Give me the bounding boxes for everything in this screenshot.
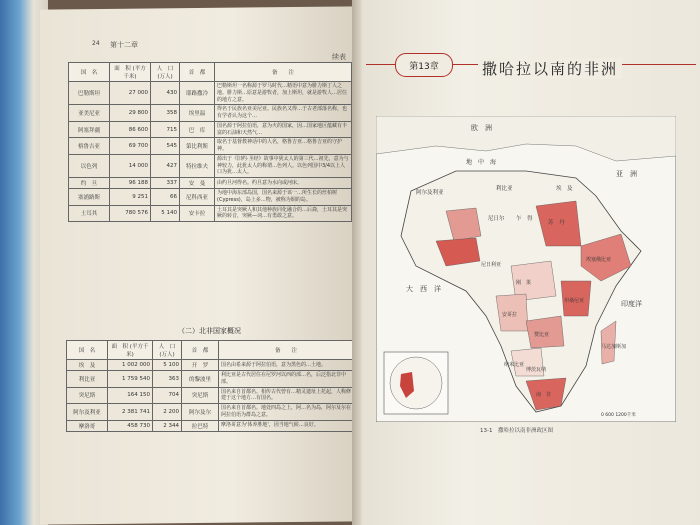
cell-population: 66 (151, 189, 180, 206)
map-scale: 0 600 1200千米 (601, 413, 636, 418)
col-header-area: 面 积 (平方千米) (108, 341, 153, 360)
map-label-ethiopia: 埃塞俄比亚 (586, 257, 612, 263)
table-row (69, 154, 352, 177)
cell-name: 约 旦 (69, 178, 110, 189)
cell-notes: 国名来自首都名。地处四岛之上，阿…名为岛，阿尔及尔在阿拉伯语为群岛之意。 (219, 404, 354, 421)
table-row (67, 387, 354, 404)
table-row (69, 189, 352, 206)
map-label-namibia: 纳米比亚 (504, 362, 525, 368)
cell-capital: 安 曼 (180, 178, 215, 189)
table-row (67, 404, 354, 421)
country-table-2 (66, 340, 354, 432)
cell-population: 427 (151, 154, 180, 177)
cell-notes: 国名源于阿拉伯语，意为火的国家，因…国家地区蕴藏有丰富的石油和天然气… (215, 121, 352, 138)
table-row (67, 371, 354, 388)
section-title-north-africa: （二）北非国家概况 (178, 327, 241, 335)
cell-notes: 源出于《旧约·圣经》故事中犹太人的第三代…祖先，意为与神较力，此犹太人的称谓…色列人。以色列国中3/4以上人口为犹…太人。 (215, 154, 352, 177)
col-header-capital: 首 都 (180, 63, 215, 82)
map-label-egypt: 埃 及 (556, 186, 573, 192)
cell-population: 5 100 (153, 360, 182, 371)
map-label-algeria: 阿尔及利亚 (416, 190, 444, 196)
cell-notes: 为地中海东部岛国，国名来源于该一…所生长的丝柏树(Cypress)，岛上多…物，被称为铜的岛。 (215, 189, 352, 206)
cell-population: 337 (151, 178, 180, 189)
cell-area: 164 150 (108, 387, 153, 404)
table-row (67, 420, 354, 431)
table-row (69, 138, 352, 155)
col-header-area: 面 积 (平方千米) (110, 63, 151, 82)
continued-label: 续表 (332, 53, 346, 61)
cell-name: 土耳其 (69, 205, 110, 222)
cell-name: 以色列 (69, 154, 110, 177)
table-row (67, 360, 354, 371)
cell-capital: 开 罗 (182, 360, 219, 371)
cell-name: 格鲁吉亚 (69, 138, 110, 155)
cell-capital: 突尼斯 (182, 387, 219, 404)
cell-population: 545 (151, 138, 180, 155)
map-label-mediterranean: 地 中 海 (466, 159, 497, 166)
chapter-header: 第十二章 (110, 41, 138, 49)
cell-population: 715 (151, 121, 180, 138)
map-label-asia: 亚 洲 (616, 170, 637, 178)
map-label-nigeria: 尼日利亚 (481, 262, 502, 268)
col-header-name: 国 名 (67, 341, 108, 360)
cell-notes: 由约旦河得名。约旦意为水向或河床。 (215, 178, 352, 189)
map-caption: 13-1 撒哈拉以南非洲政区图 (480, 428, 553, 434)
cell-area: 1 002 000 (108, 360, 153, 371)
cell-population: 2 200 (153, 404, 182, 421)
table-header-row (69, 63, 352, 82)
col-header-capital: 首 都 (182, 341, 219, 360)
col-header-name: 国 名 (69, 63, 110, 82)
cell-name: 利比亚 (67, 371, 108, 388)
africa-political-map (376, 116, 676, 422)
cell-notes: 摩洛哥意为'体养胜地'，因当地气候…良好。 (219, 420, 354, 431)
cell-notes: 土耳其是突厥人和其他种族同化融合的…后裔，土耳其是突厥的转音，突厥—词…有勇敢之意。 (215, 205, 352, 222)
map-label-south-africa: 南 非 (536, 392, 552, 398)
chapter-label: 第13章 (395, 53, 453, 77)
map-label-chad: 乍 得 (516, 216, 533, 222)
table-row (69, 121, 352, 138)
cell-area: 9 251 (110, 189, 151, 206)
table-row (69, 105, 352, 122)
cell-population: 358 (151, 105, 180, 122)
page-number: 24 (92, 40, 100, 47)
cell-population: 363 (153, 371, 182, 388)
cell-name: 塞浦路斯 (69, 189, 110, 206)
cell-area: 69 700 (110, 138, 151, 155)
cell-capital: 第比利斯 (180, 138, 215, 155)
cell-name: 巴勒斯坦 (69, 82, 110, 105)
map-label-congo: 刚 果 (516, 280, 532, 286)
col-header-notes: 备 注 (219, 341, 354, 360)
col-header-population: 人 口 (万人) (153, 341, 182, 360)
cell-area: 86 600 (110, 121, 151, 138)
cell-notes: 国名由希来源于阿拉伯语，意为黑色的…土地。 (219, 360, 354, 371)
col-header-population: 人 口 (万人) (151, 63, 180, 82)
map-label-botswana: 博茨瓦纳 (526, 367, 547, 373)
cell-capital: 的黎波里 (182, 371, 219, 388)
map-label-angola: 安哥拉 (502, 312, 518, 318)
cell-population: 704 (153, 387, 182, 404)
cell-notes: 国名来自首都名。相传古代曾有…精灵遗址上托起，人称修建于这个地方…有国名。 (219, 387, 354, 404)
map-label-libya: 利比亚 (496, 186, 513, 192)
cell-area: 29 800 (110, 105, 151, 122)
map-label-niger: 尼日尔 (488, 216, 505, 222)
cell-population: 430 (151, 82, 180, 105)
cell-notes: 取名于基督教神话中的人名，格鲁吉亚…格鲁吉亚的守护神。 (215, 138, 352, 155)
cell-capital: 耶路撒冷 (180, 82, 215, 105)
cell-capital: 埃里温 (180, 105, 215, 122)
map-label-madagascar: 马达加斯加 (601, 344, 627, 350)
cell-population: 2 344 (153, 420, 182, 431)
cell-population: 5 140 (151, 205, 180, 222)
cell-capital: 安卡拉 (180, 205, 215, 222)
map-label-sudan: 苏 丹 (548, 220, 565, 226)
cell-notes: 利比亚是古代居住在尼罗河以西的部…名，后泛指北非中部。 (219, 371, 354, 388)
table-header-row (67, 341, 354, 360)
cell-name: 阿尔及利亚 (67, 404, 108, 421)
cell-notes: 巴勒斯坦一名称源于罗马时代…精语中意为腓力斯丁人之地。腓力斯…原意是游牧者，加上斯坦，就是游牧人…居住的地方之意。 (215, 82, 352, 105)
cell-area: 780 576 (110, 205, 151, 222)
cell-area: 458 730 (108, 420, 153, 431)
cell-capital: 巴 库 (180, 121, 215, 138)
country-table-1 (68, 62, 352, 222)
col-header-notes: 备 注 (215, 63, 352, 82)
cell-capital: 尼科西亚 (180, 189, 215, 206)
cell-area: 14 000 (110, 154, 151, 177)
map-label-tanzania: 坦桑尼亚 (564, 298, 585, 304)
cell-area: 96 188 (110, 178, 151, 189)
cell-capital: 阿尔及尔 (182, 404, 219, 421)
map-label-atlantic: 大 西 洋 (406, 285, 441, 293)
map-label-zambia: 赞比亚 (534, 332, 550, 338)
map-label-europe: 欧 洲 (471, 124, 492, 132)
cell-area: 2 381 741 (108, 404, 153, 421)
table-row (69, 178, 352, 189)
cell-area: 1 759 540 (108, 371, 153, 388)
table-row (69, 82, 352, 105)
chapter-title: 撒哈拉以南的非洲 (478, 58, 622, 79)
map-label-indian-ocean: 印度洋 (621, 300, 642, 308)
cell-capital: 特拉维夫 (180, 154, 215, 177)
cell-area: 27 000 (110, 82, 151, 105)
cell-name: 埃 及 (67, 360, 108, 371)
table-row (69, 205, 352, 222)
cell-capital: 拉巴特 (182, 420, 219, 431)
cell-notes: 得名于民族名亚美尼亚。民族名又得…于古老部落名称，也有学者认为这个… (215, 105, 352, 122)
cell-name: 阿塞拜疆 (69, 121, 110, 138)
cell-name: 突尼斯 (67, 387, 108, 404)
cell-name: 亚美尼亚 (69, 105, 110, 122)
cell-name: 摩洛哥 (67, 420, 108, 431)
